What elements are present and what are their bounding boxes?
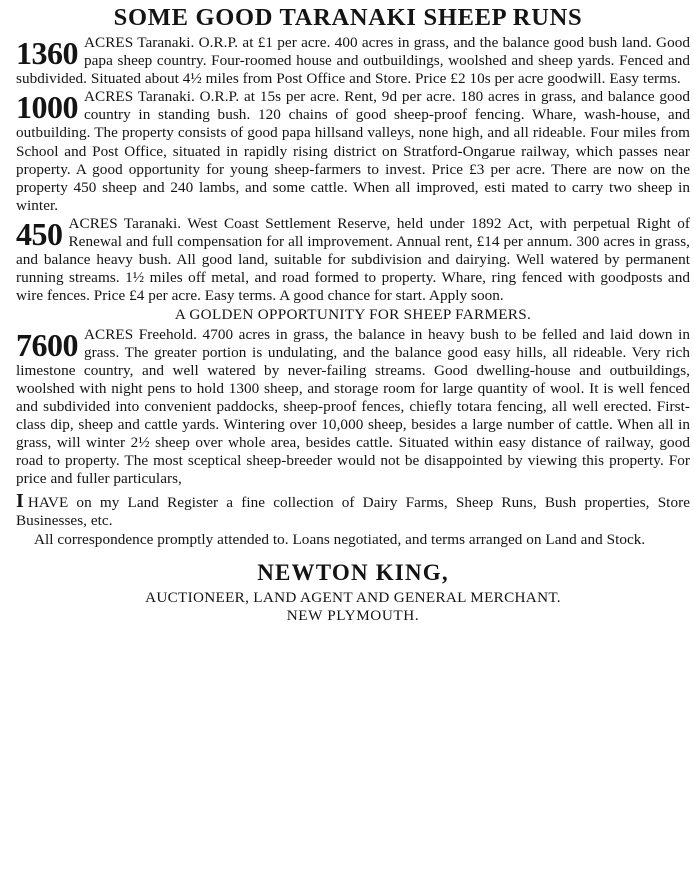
golden-opportunity-heading: A GOLDEN OPPORTUNITY FOR SHEEP FARMERS.	[174, 306, 532, 324]
advertiser-town: NEW PLYMOUTH.	[286, 606, 420, 624]
listing-text: ACRES Freehold. 4700 acres in grass, the balance in heavy bush to be felled and laid down in grass. The greater portion is undulating, and the balance good easy hills, all rideable. Very rich limestone country, and well watered by never-failing streams. Good dwelling-house and outbuildings, woolshed with night pens to hold 1300 sheep, and storage room for large quantity of wool. It is well fenced and subdivided into convenient paddocks, sheep-proof fences, chiefly totara fencing, all well erected. First-class dip, sheep and cattle yards. Wintering over 10,000 sheep, besides a large number of cattle. When all in grass, will winter 2½ sheep over whole area, besides cattle. Situated within easy distance of railway, good road to property. The most sceptical sheep-breeder would not be disappointed by viewing this property. For price and fuller particulars,	[16, 325, 690, 488]
acreage-number: 1360	[16, 35, 78, 71]
acreage-number: 450	[16, 215, 63, 252]
headline: SOME GOOD TARANAKI SHEEP RUNS	[113, 4, 583, 31]
listing-text: ACRES Taranaki. O.R.P. at £1 per acre. 400 acres in grass, and the balance good bush land. Good papa sheep country. Four-roomed house and outbuildings, woolshed and sheep yards. Fenced and subdivided. Situated about 4½ miles from Post Office and Store. Price £2 10s per acre goodwill. Easy terms.	[16, 34, 690, 88]
land-register-paragraph	[16, 492, 690, 530]
advertiser-name: NEWTON KING,	[257, 559, 449, 585]
listing-text: ACRES Taranaki. West Coast Settlement Reserve, held under 1892 Act, with perpetual Right of Renewal and full compensation for all improvement. Annual rent, £14 per annum. 300 acres in grass, and balance heavy bush. All good land, suitable for subdivision and dairying. Well watered by permanent running streams. 1½ miles off metal, and road formed to property. Whare, ring fenced with goodposts and wire fences. Price £4 per acre. Easy terms. A good chance for start. Apply soon.	[16, 214, 690, 305]
listing-1360	[16, 34, 690, 88]
listing-450	[16, 215, 690, 305]
register-text: HAVE on my Land Register a fine collection of Dairy Farms, Sheep Runs, Bush properties, Store Businesses, etc.	[16, 494, 690, 530]
listing-1000	[16, 88, 690, 215]
listing-text: ACRES Taranaki. O.R.P. at 15s per acre. Rent, 9d per acre. 180 acres in grass, and balance good country in standing bush. 120 chains of good sheep-proof fencing. Whare, wash-house, and outbuilding. The property consists of good papa hillsand valleys, none high, and all rideable. Four miles from School and Post Office, situated in rapidly rising district on Stratford-Ongarue railway, which passes near property. A good opportunity for young sheep-farmers to invest. Price £3 per acre. There are now on the property 450 sheep and 240 lambs, and some cattle. When all improved, esti mated to carry two sheep in winter.	[16, 88, 690, 214]
advertiser-occupation: AUCTIONEER, LAND AGENT AND GENERAL MERCHANT.	[145, 588, 561, 606]
acreage-number: 1000	[16, 89, 78, 126]
correspondence-paragraph: All correspondence promptly attended to. Loans negotiated, and terms arranged on Land and Stock.	[34, 530, 646, 548]
listing-7600	[16, 326, 690, 489]
drop-initial: I	[16, 490, 24, 513]
acreage-number: 7600	[16, 326, 78, 363]
